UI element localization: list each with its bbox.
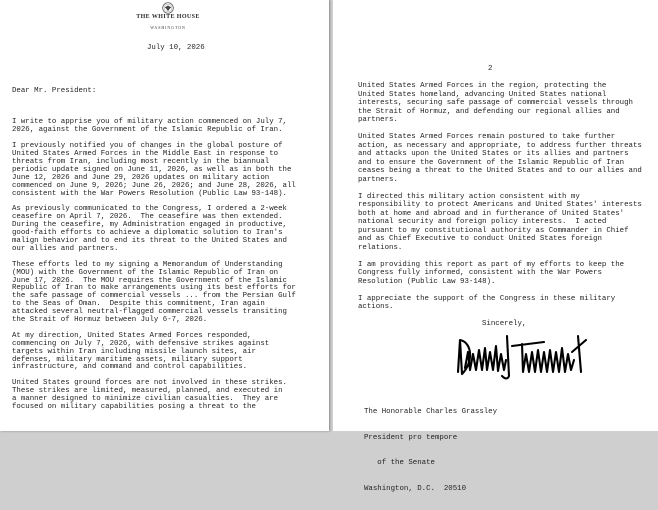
letterhead-subtitle: WASHINGTON xyxy=(150,25,186,30)
text-line: to the Seas of Oman. Despite this commitment, Iran again xyxy=(12,300,265,309)
text-line: and attacks upon the United States or its allies and partners xyxy=(358,150,629,158)
text-line: pursuant to my constitutional authority as Commander in Chief xyxy=(358,226,629,235)
text-line: relations. xyxy=(358,243,403,252)
text-line: a manner designed to minimize civilian casualties. They are xyxy=(12,395,279,404)
text-line: (MOU) with the Government of the Islamic Republic of Iran on xyxy=(12,268,279,277)
text-line: commenced on June 9, 2026; June 26, 2026; and June 28, 2026, all xyxy=(12,181,296,190)
recipient-address xyxy=(364,391,497,510)
text-line: Congress fully informed, consistent with the War Powers xyxy=(358,269,602,277)
letter-page-2 xyxy=(333,0,658,493)
text-line: I am providing this report as part of my efforts to keep the xyxy=(358,260,625,269)
text-line: our allies and partners. xyxy=(12,244,119,253)
paragraph xyxy=(358,295,642,312)
text-line: focused on military capabilities posing a threat to the xyxy=(12,402,256,411)
text-line: and to ensure the Government of the Islamic Republic of Iran xyxy=(358,158,625,167)
handwritten-signature-icon xyxy=(450,330,590,382)
letter-body-page-1 xyxy=(12,72,296,420)
text-line: consistent with the War Powers Resolution (Public Law 93-148). xyxy=(12,189,287,198)
text-line: interests, securing safe passage of commercial vessels through xyxy=(358,99,633,107)
paragraph xyxy=(358,193,642,253)
text-line: I previously notified you of changes in the global posture of xyxy=(12,142,283,151)
text-line: As previously communicated to the Congress, I ordered a 2-week xyxy=(12,205,287,214)
text-line: attacked several neutral-flagged commercial vessels transiting xyxy=(12,308,287,317)
text-line: June 12, 2026 and June 29, 2026 updates on military action xyxy=(12,173,270,182)
recipient-name: The Honorable Charles Grassley xyxy=(364,408,498,416)
text-line: During the ceasefire, my Administration engaged in productive, xyxy=(12,221,287,230)
text-line: United States Armed Forces remain postured to take further xyxy=(358,133,616,141)
text-line: actions. xyxy=(358,303,394,311)
text-line: the Strait of Hormuz between July 6-7, 2026. xyxy=(12,316,208,325)
text-line: ceases being a threat to the United States and to our allies and xyxy=(358,167,642,175)
text-line: infrastructure, and command and control capabilities. xyxy=(12,363,248,372)
text-line: both at home and abroad and in furtherance of United States' xyxy=(358,209,625,218)
paragraph xyxy=(358,82,642,125)
text-line: United States Armed Forces in the Middle East in response to xyxy=(12,150,279,159)
text-line: periodic update signed on June 11, 2026, as well as in both the xyxy=(12,165,292,174)
text-line: I appreciate the support of the Congress in these military xyxy=(358,294,616,303)
paragraph xyxy=(12,262,296,325)
text-line: the safe passage of commercial vessels ... from the Persian Gulf xyxy=(12,292,296,301)
text-line: good-faith efforts to achieve a diplomatic solution to Iran's xyxy=(12,229,283,238)
text-line: United States Armed Forces in the region, protecting the xyxy=(358,82,607,90)
text-line: 2026, against the Government of the Islamic Republic of Iran. xyxy=(12,126,283,135)
paragraph xyxy=(358,133,642,184)
text-line: Resolution (Public Law 93-148). xyxy=(358,277,496,286)
text-line: malign behavior and to end its threat to the United States and xyxy=(12,236,287,245)
closing: Sincerely, xyxy=(482,320,527,328)
text-line: June 17, 2026. The MOU requires the Government of the Islamic xyxy=(12,276,287,285)
letter-date: July 10, 2026 xyxy=(147,44,205,52)
text-line: action, as necessary and appropriate, to address further threats xyxy=(358,141,642,150)
recipient-title: President pro tempore xyxy=(364,433,458,442)
paragraph xyxy=(12,333,296,373)
letter-page-1 xyxy=(0,0,329,431)
text-line: partners. xyxy=(358,175,398,184)
text-line: I directed this military action consistent with my xyxy=(358,192,580,201)
text-line: I write to apprise you of military action commenced on July 7, xyxy=(12,118,287,127)
text-line: ceasefire on April 7, 2026. The ceasefire was then extended. xyxy=(12,213,283,222)
text-line: commencing on July 7, 2026, with defensive strikes against xyxy=(12,339,270,348)
paragraph xyxy=(358,261,642,287)
letterhead-title: THE WHITE HOUSE xyxy=(136,13,200,20)
text-line: defenses, military maritime assets, military support xyxy=(12,355,243,364)
salutation: Dear Mr. President: xyxy=(12,86,97,95)
text-line: These efforts led to my signing a Memorandum of Understanding xyxy=(12,260,283,269)
text-line: threats from Iran, including most recently in the biannual xyxy=(12,157,270,166)
text-line: responsibility to protect Americans and United States' interests xyxy=(358,201,642,209)
presidential-seal-icon xyxy=(162,2,174,14)
paragraph xyxy=(12,380,296,412)
text-line: targets within Iran including missile launch sites, air xyxy=(12,347,256,356)
paragraph xyxy=(12,206,296,253)
paragraph xyxy=(12,119,296,135)
text-line: United States homeland, advancing United States national xyxy=(358,90,607,99)
text-line: These strikes are limited, measured, planned, and executed in xyxy=(12,387,283,396)
page-number: 2 xyxy=(488,64,493,73)
paragraph xyxy=(12,143,296,198)
text-line: national security and foreign policy interests. I acted xyxy=(358,218,607,226)
text-line: United States ground forces are not involved in these strikes. xyxy=(12,379,287,388)
text-line: Republic of Iran to make arrangements using its best efforts for xyxy=(12,284,296,293)
text-line: the Strait of Hormuz, and defending our regional allies and xyxy=(358,107,620,116)
text-line: At my direction, United States Armed Forces responded, xyxy=(12,331,252,340)
text-line: partners. xyxy=(358,116,398,124)
letter-body-page-2 xyxy=(358,82,642,320)
text-line: and as Chief Executive to conduct United States foreign xyxy=(358,235,602,243)
recipient-city: Washington, D.C. 20510 xyxy=(364,484,467,493)
recipient-title-continued: of the Senate xyxy=(377,459,435,467)
